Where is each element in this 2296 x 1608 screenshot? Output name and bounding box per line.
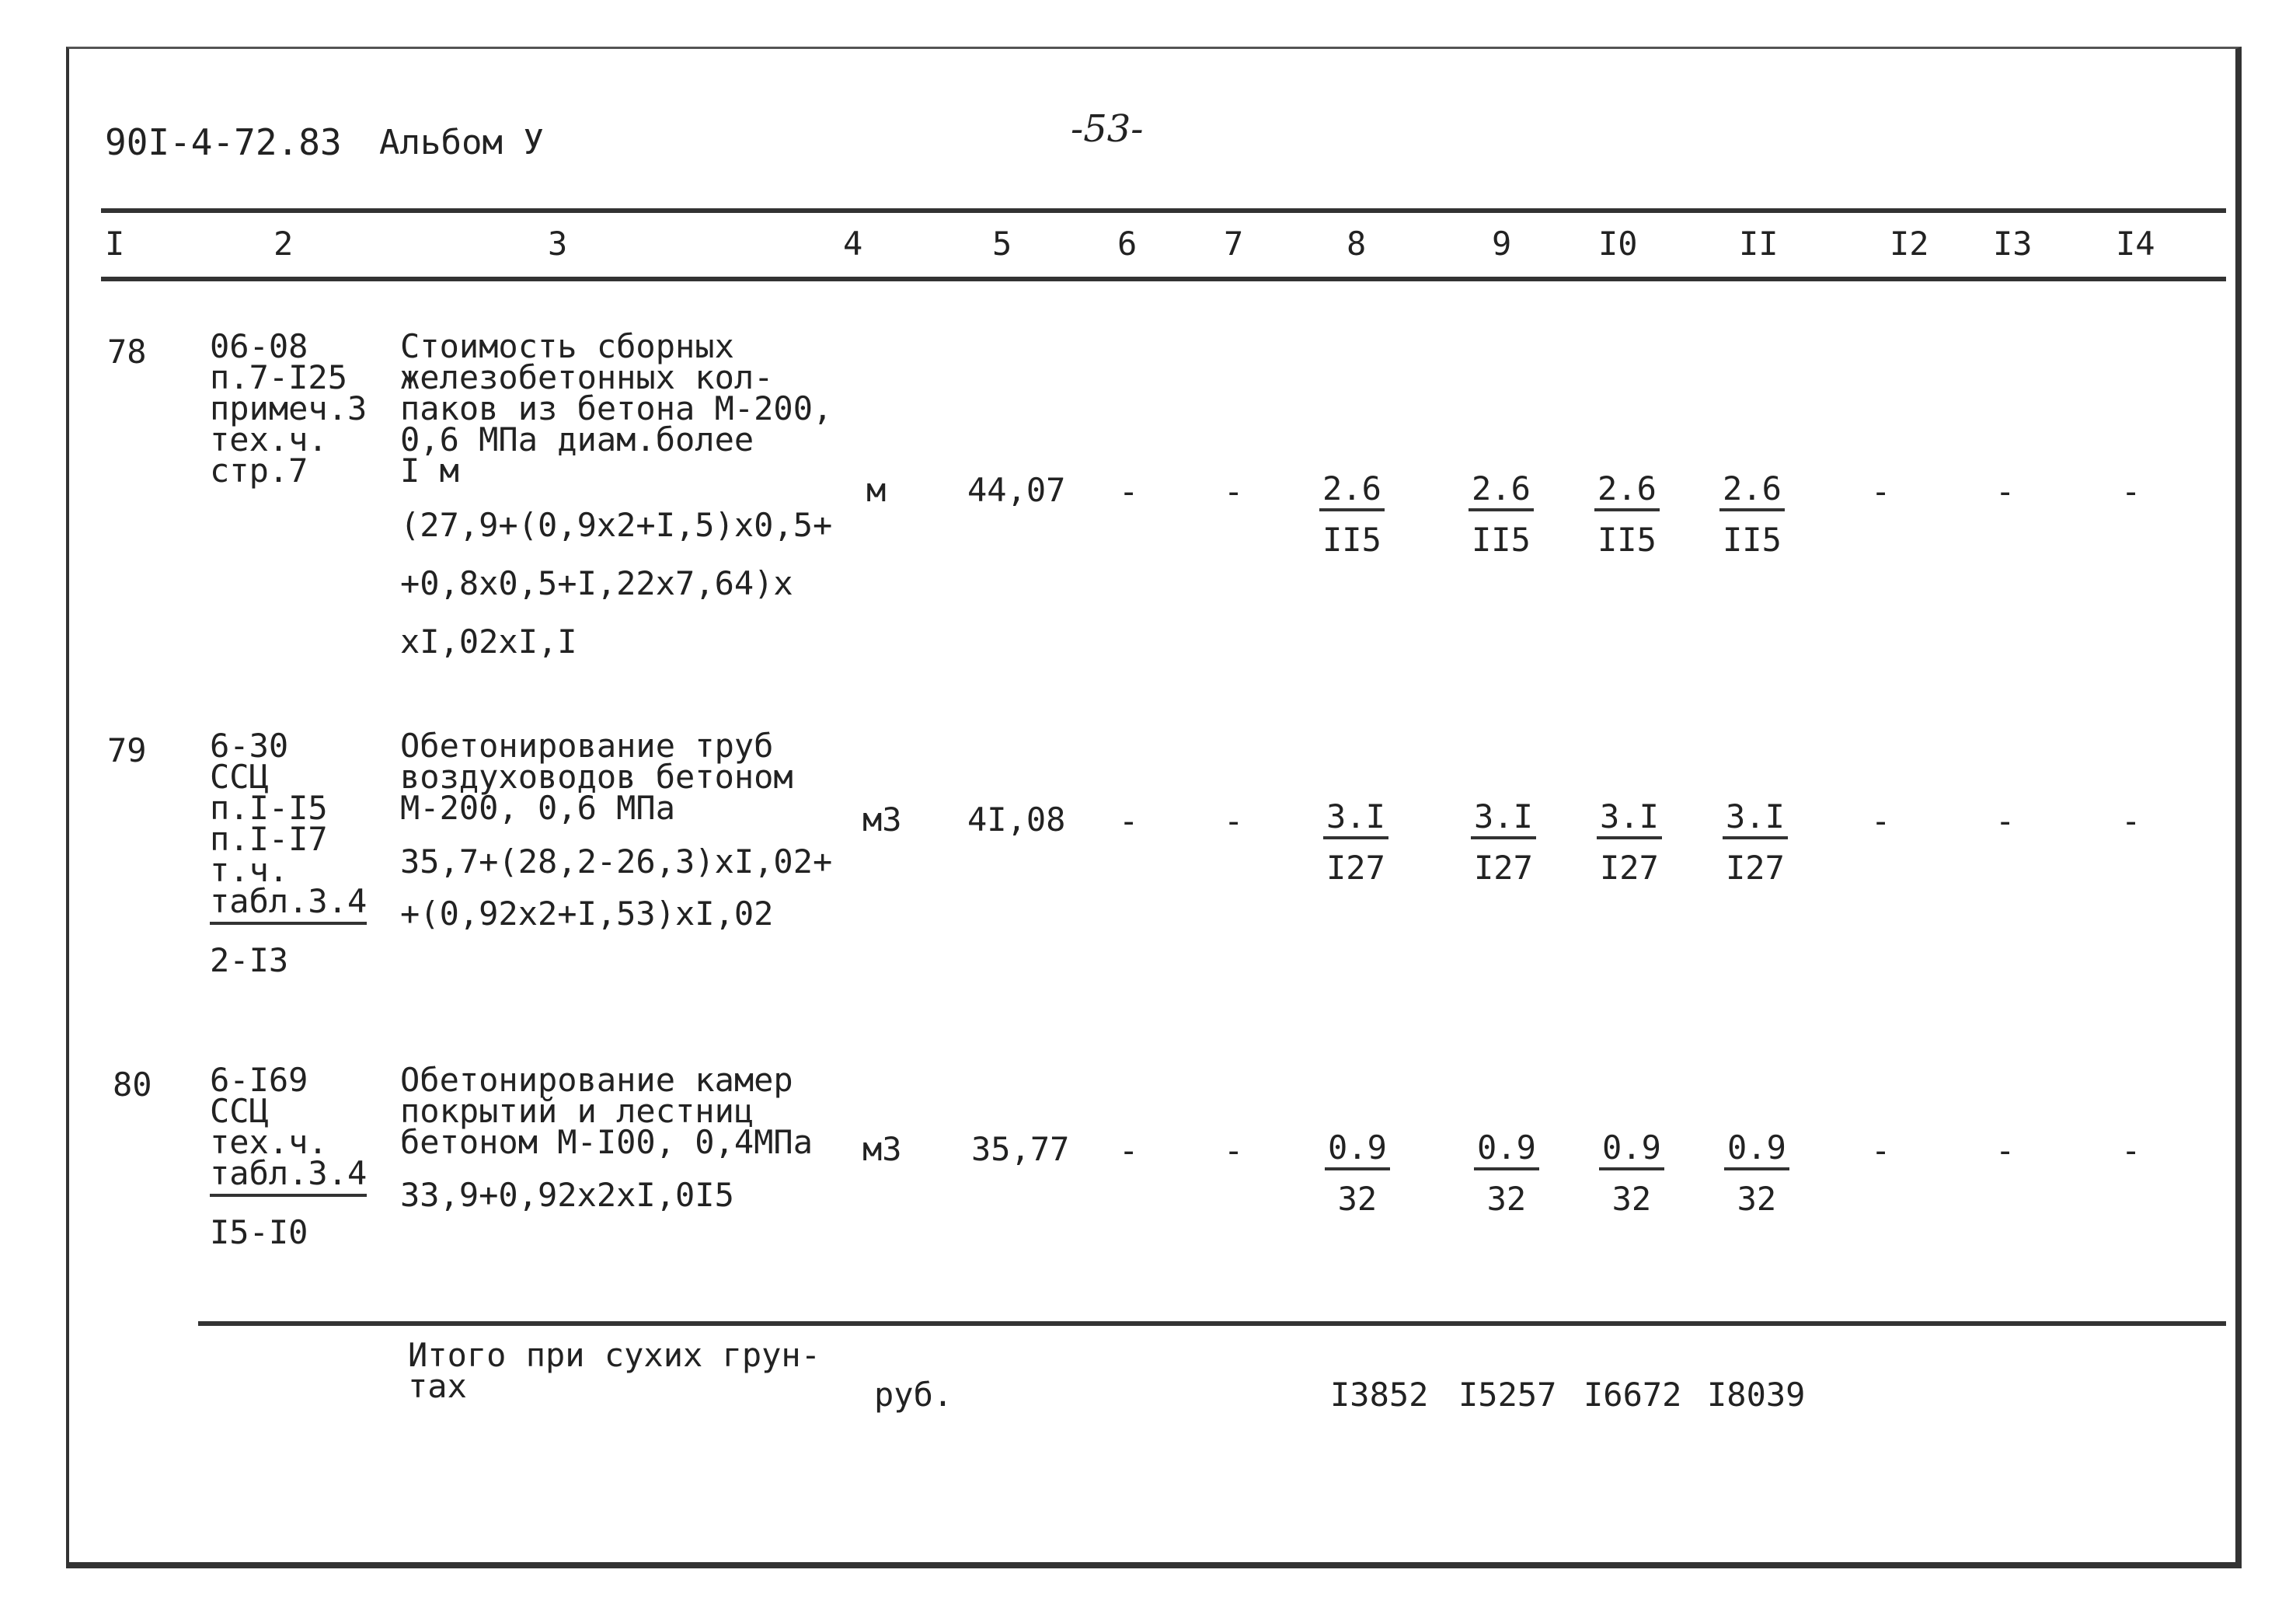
quantity: 44,07 bbox=[967, 471, 1066, 509]
col13-value: - bbox=[1995, 802, 2016, 840]
calc-line: +(0,92x2+I,53)xI,02 bbox=[400, 895, 774, 933]
unit: м bbox=[866, 471, 887, 509]
quantity: 4I,08 bbox=[967, 801, 1066, 839]
description-line: паков из бетона М-200, bbox=[400, 389, 833, 427]
totals-col10: I6672 bbox=[1584, 1376, 1682, 1414]
unit: м3 bbox=[862, 801, 902, 839]
description-line: Стоимость сборных bbox=[400, 327, 734, 365]
ref-line: табл.3.4 bbox=[210, 1161, 367, 1186]
description-line: воздуховодов бетоном bbox=[400, 758, 793, 796]
col13-value: - bbox=[1995, 1132, 2016, 1170]
col7-value: - bbox=[1224, 473, 1244, 511]
description-line: Обетонирование камер bbox=[400, 1061, 793, 1099]
ref-line: 06-08 bbox=[210, 327, 308, 365]
col-header-2: 2 bbox=[273, 225, 294, 263]
totals-col8: I3852 bbox=[1330, 1376, 1429, 1414]
col14-value: - bbox=[2121, 802, 2141, 840]
calc-line: +0,8x0,5+I,22x7,64)x bbox=[400, 564, 793, 602]
totals-label-line: тах bbox=[408, 1367, 467, 1405]
ref-line: п.7-I25 bbox=[210, 358, 348, 396]
album-label: Альбом У bbox=[379, 123, 544, 162]
col-header-12: I2 bbox=[1890, 225, 1929, 263]
description-line: М-200, 0,6 МПа bbox=[400, 789, 676, 827]
calc-line: 35,7+(28,2-26,3)xI,02+ bbox=[400, 842, 833, 881]
price-col10: $\frac{0.9}{32}$ bbox=[1599, 1132, 1664, 1216]
price-col8: $\frac{3.I}{I27}$ bbox=[1323, 801, 1388, 884]
col7-value: - bbox=[1224, 1132, 1244, 1170]
ref-line: табл.3.4 bbox=[210, 889, 367, 914]
col-header-3: 3 bbox=[548, 225, 568, 263]
ref-line: ССЦ bbox=[210, 758, 269, 796]
price-col9: $\frac{3.I}{I27}$ bbox=[1471, 801, 1536, 884]
col12-value: - bbox=[1871, 1132, 1891, 1170]
totals-unit: руб. bbox=[874, 1376, 953, 1414]
description-line: I м bbox=[400, 452, 459, 490]
col14-value: - bbox=[2121, 473, 2141, 511]
col6-value: - bbox=[1119, 473, 1139, 511]
description-line: железобетонных кол- bbox=[400, 358, 774, 396]
price-col10: $\frac{2.6}{II5}$ bbox=[1594, 473, 1660, 556]
col-header-8: 8 bbox=[1347, 225, 1367, 263]
calc-line: xI,02xI,I bbox=[400, 623, 577, 661]
ref-line: 2-I3 bbox=[210, 941, 289, 979]
ref-line: п.I-I5 bbox=[210, 789, 328, 827]
col6-value: - bbox=[1119, 802, 1139, 840]
ref-line: ССЦ bbox=[210, 1092, 269, 1130]
price-col11: $\frac{2.6}{II5}$ bbox=[1719, 473, 1785, 556]
totals-col9: I5257 bbox=[1458, 1376, 1557, 1414]
col-header-11: II bbox=[1739, 225, 1779, 263]
row-number: 80 bbox=[113, 1066, 152, 1104]
header-bottom-rule bbox=[101, 277, 2226, 281]
ref-line: п.I-I7 bbox=[210, 820, 328, 858]
description-line: покрытий и лестниц bbox=[400, 1092, 754, 1130]
row-number: 79 bbox=[107, 731, 147, 769]
ref-line: примеч.3 bbox=[210, 389, 368, 427]
totals-label-line: Итого при сухих грун- bbox=[408, 1336, 821, 1374]
ref-line: I5-I0 bbox=[210, 1213, 308, 1251]
col-header-6: 6 bbox=[1117, 225, 1138, 263]
ref-line: тех.ч. bbox=[210, 1123, 328, 1161]
description-line: 0,6 МПа диам.более bbox=[400, 420, 754, 459]
unit: м3 bbox=[862, 1130, 902, 1168]
quantity: 35,77 bbox=[971, 1130, 1070, 1168]
col-header-5: 5 bbox=[992, 225, 1012, 263]
col7-value: - bbox=[1224, 802, 1244, 840]
page-number: -53- bbox=[1071, 107, 1144, 151]
ref-line: стр.7 bbox=[210, 452, 308, 490]
price-col11: $\frac{3.I}{I27}$ bbox=[1723, 801, 1788, 884]
ref-line: т.ч. bbox=[210, 851, 289, 889]
price-col11: $\frac{0.9}{32}$ bbox=[1724, 1132, 1789, 1216]
col-header-14: I4 bbox=[2116, 225, 2155, 263]
col13-value: - bbox=[1995, 473, 2016, 511]
col-header-1: I bbox=[105, 225, 125, 263]
col12-value: - bbox=[1871, 802, 1891, 840]
price-col8: $\frac{0.9}{32}$ bbox=[1325, 1132, 1390, 1216]
ref-line: тех.ч. bbox=[210, 420, 328, 459]
totals-rule bbox=[198, 1321, 2226, 1326]
price-col8: $\frac{2.6}{II5}$ bbox=[1319, 473, 1385, 556]
description-line: Обетонирование труб bbox=[400, 727, 774, 765]
col-header-7: 7 bbox=[1224, 225, 1244, 263]
header-top-rule bbox=[101, 208, 2226, 213]
col-header-4: 4 bbox=[843, 225, 863, 263]
doc-code: 90I-4-72.83 bbox=[105, 121, 342, 163]
col6-value: - bbox=[1119, 1132, 1139, 1170]
col12-value: - bbox=[1871, 473, 1891, 511]
col-header-9: 9 bbox=[1492, 225, 1512, 263]
col14-value: - bbox=[2121, 1132, 2141, 1170]
col-header-13: I3 bbox=[1993, 225, 2033, 263]
ref-line: 6-30 bbox=[210, 727, 289, 765]
row-number: 78 bbox=[107, 333, 147, 371]
price-col9: $\frac{0.9}{32}$ bbox=[1474, 1132, 1539, 1216]
col-header-10: I0 bbox=[1598, 225, 1638, 263]
price-col9: $\frac{2.6}{II5}$ bbox=[1469, 473, 1534, 556]
calc-line: 33,9+0,92x2xI,0I5 bbox=[400, 1176, 734, 1214]
totals-col11: I8039 bbox=[1707, 1376, 1806, 1414]
description-line: бетоном М-I00, 0,4МПа bbox=[400, 1123, 814, 1161]
ref-line: 6-I69 bbox=[210, 1061, 308, 1099]
price-col10: $\frac{3.I}{I27}$ bbox=[1597, 801, 1662, 884]
page-frame bbox=[66, 47, 2242, 1568]
calc-line: (27,9+(0,9x2+I,5)x0,5+ bbox=[400, 506, 833, 544]
